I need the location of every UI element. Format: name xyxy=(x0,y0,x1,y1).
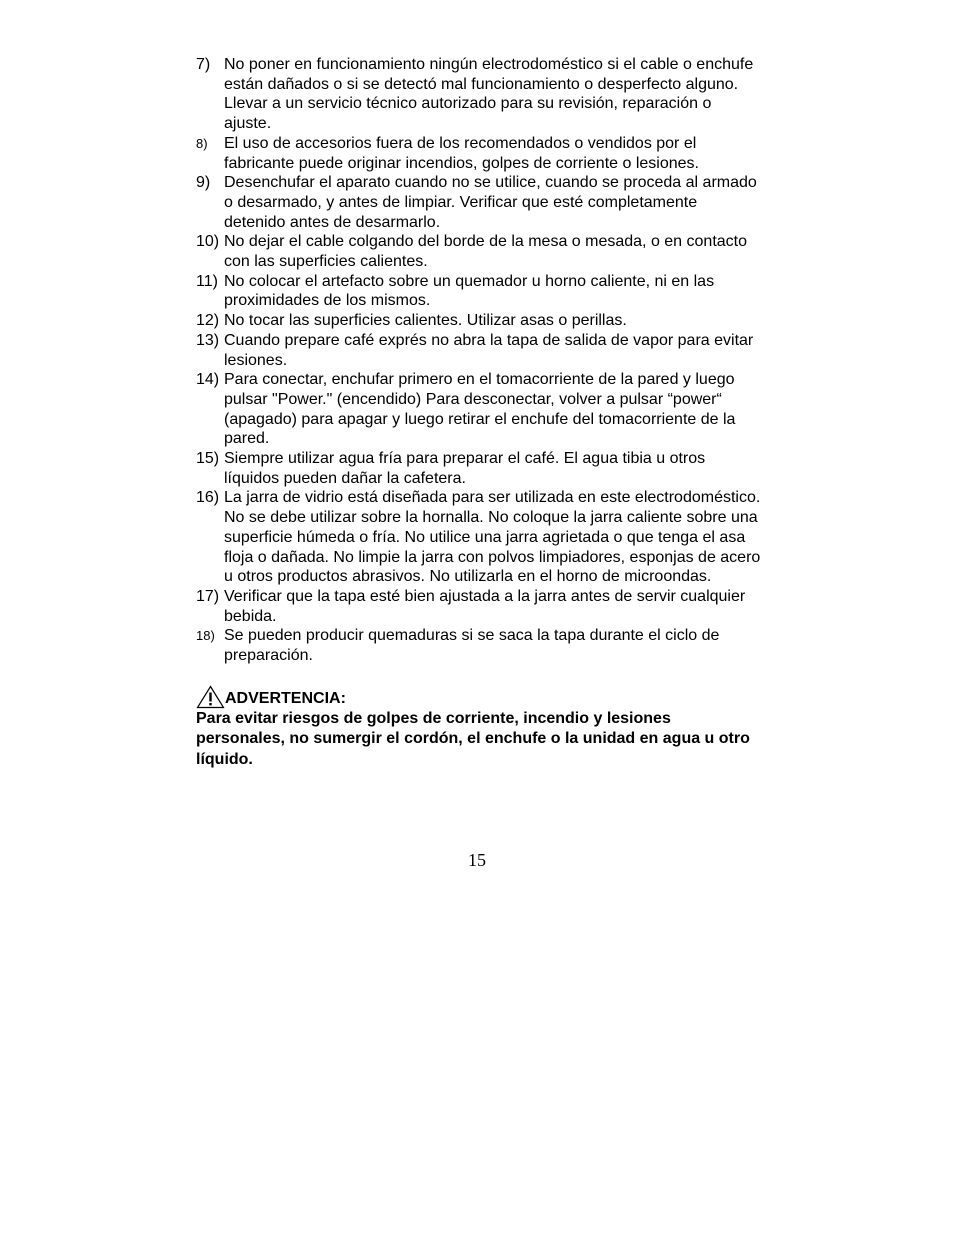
instruction-text: Desenchufar el aparato cuando no se utilice, cuando se proceda al armado o desarmado, y antes de limpiar. Verificar que esté completamente detenido antes de desarmarlo. xyxy=(224,174,757,231)
instruction-number: 10) xyxy=(196,233,220,251)
instruction-text: Siempre utilizar agua fría para preparar el café. El agua tibia u otros líquidos pueden dañar la cafetera. xyxy=(224,450,706,487)
instruction-text: Para conectar, enchufar primero en el tomacorriente de la pared y luego pulsar "Power." (encendido) Para desconectar, volver a pulsar “power“ (apagado) para apagar y luego retirar el enchufe del tomacorriente de la pared. xyxy=(224,371,736,448)
instruction-number: 17) xyxy=(196,587,220,605)
instruction-text: No dejar el cable colgando del borde de la mesa o mesada, o en contacto con las superficies calientes. xyxy=(224,233,748,271)
instruction-item xyxy=(196,370,761,449)
warning-heading: ADVERTENCIA: xyxy=(225,690,346,708)
instruction-number: 14) xyxy=(196,371,220,389)
instruction-number: 15) xyxy=(196,450,220,468)
instruction-number: 8) xyxy=(196,135,208,151)
instruction-item xyxy=(196,587,761,626)
warning-block xyxy=(196,685,761,771)
safety-instructions-list xyxy=(196,55,761,666)
instruction-text: Verificar que la tapa esté bien ajustada a la jarra antes de servir cualquier bebida. xyxy=(224,587,746,625)
instruction-item xyxy=(196,173,761,232)
instruction-item xyxy=(196,449,761,488)
instruction-item xyxy=(196,272,761,311)
instruction-text: No colocar el artefacto sobre un quemador u horno caliente, ni en las proximidades de los mismos. xyxy=(224,272,715,310)
instruction-number: 11) xyxy=(196,272,218,290)
instruction-text: El uso de accesorios fuera de los recomendados o vendidos por el fabricante puede originar incendios, golpes de corriente o lesiones. xyxy=(224,134,699,172)
instruction-item xyxy=(196,311,761,331)
instruction-text: No poner en funcionamiento ningún electrodoméstico si el cable o enchufe están dañados o si se detectó mal funcionamiento o desperfecto alguno. Llevar a un servicio técnico autorizado para su revisión, reparación o ajuste. xyxy=(224,56,754,133)
instruction-item xyxy=(196,331,761,370)
page-content xyxy=(196,55,761,770)
instruction-number: 7) xyxy=(196,56,211,73)
instruction-item xyxy=(196,134,761,173)
instruction-item xyxy=(196,488,761,587)
instruction-number: 16) xyxy=(196,489,220,507)
instruction-text: No tocar las superficies calientes. Utilizar asas o perillas. xyxy=(224,312,627,330)
instruction-text: Se pueden producir quemaduras si se saca la tapa durante el ciclo de preparación. xyxy=(224,627,720,665)
instruction-number: 13) xyxy=(196,331,220,349)
instruction-text: Cuando prepare café exprés no abra la tapa de salida de vapor para evitar lesiones. xyxy=(224,331,754,369)
instruction-item xyxy=(196,55,761,134)
instruction-text: La jarra de vidrio está diseñada para ser utilizada en este electrodoméstico. No se debe utilizar sobre la hornalla. No coloque la jarra caliente sobre una superficie húmeda o fría. No utilice una jarra agrietada o que tenga el asa floja o dañada. No limpie la jarra con polvos limpiadores, esponjas de acero u otros productos abrasivos. No utilizarla en el horno de microondas. xyxy=(224,489,761,586)
instruction-number: 12) xyxy=(196,312,220,330)
warning-triangle-icon xyxy=(196,685,225,709)
instruction-item xyxy=(196,626,761,665)
instruction-number: 9) xyxy=(196,174,211,192)
instruction-number: 18) xyxy=(196,628,215,644)
warning-heading-row xyxy=(196,685,761,709)
instruction-item xyxy=(196,232,761,271)
page-number: 15 xyxy=(468,850,486,870)
warning-body: Para evitar riesgos de golpes de corriente, incendio y lesiones personales, no sumergir el cordón, el enchufe o la unidad en agua u otro líquido. xyxy=(196,709,750,768)
